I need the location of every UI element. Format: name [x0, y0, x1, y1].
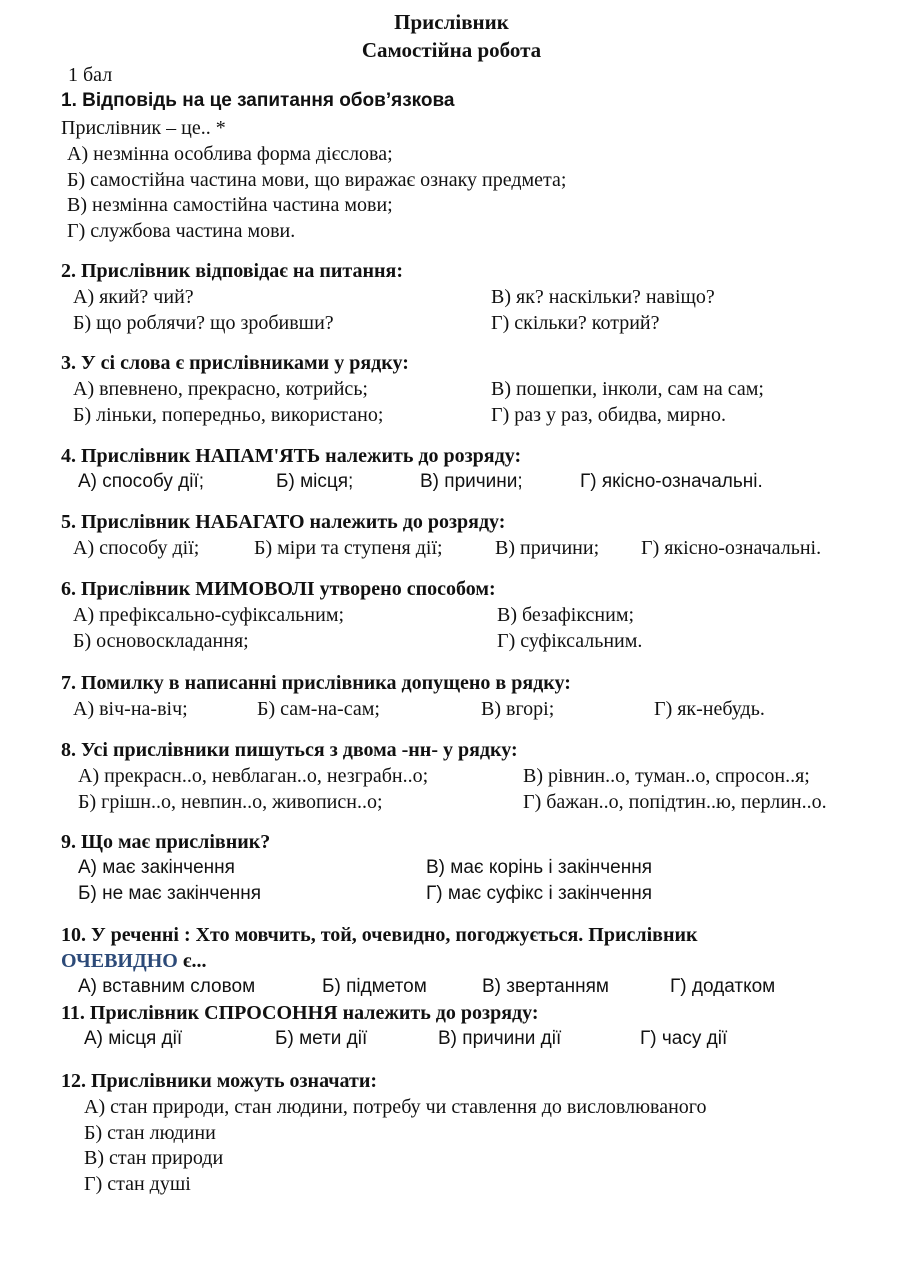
question-11-option-b[interactable]: Б) мети дії [275, 1028, 368, 1049]
question-6-option-d[interactable]: Г) суфіксальним. [497, 630, 643, 652]
question-4-option-b[interactable]: Б) місця; [276, 471, 354, 492]
question-12-option-a[interactable]: А) стан природи, стан людини, потребу чи ставлення до висловлюваного [84, 1096, 707, 1118]
question-12-option-d[interactable]: Г) стан душі [84, 1173, 191, 1195]
question-8-heading: 8. Усі прислівники пишуться з двома -нн- у рядку: [61, 739, 518, 761]
question-11-heading: 11. Прислівник СПРОСОННЯ належить до розряду: [61, 1002, 539, 1024]
question-4-heading: 4. Прислівник НАПАМ'ЯТЬ належить до розряду: [61, 445, 522, 467]
question-1-heading: 1. Відповідь на це запитання обов’язкова [61, 90, 455, 111]
question-10-heading-end: є... [177, 950, 207, 972]
page-subtitle: Самостійна робота [361, 38, 542, 62]
question-10-option-d[interactable]: Г) додатком [670, 976, 776, 997]
points-label: 1 бал [68, 64, 113, 86]
question-3-option-d[interactable]: Г) раз у раз, обидва, мирно. [491, 404, 726, 426]
question-9-option-a[interactable]: А) має закінчення [78, 857, 235, 878]
question-1-option-c[interactable]: В) незмінна самостійна частина мови; [67, 194, 393, 216]
question-9-option-b[interactable]: Б) не має закінчення [78, 883, 262, 904]
question-1-prompt: Прислівник – це.. * [61, 117, 226, 139]
question-10-highlight-word: ОЧЕВИДНО [61, 950, 178, 972]
question-1-option-a[interactable]: А) незмінна особлива форма дієслова; [67, 143, 393, 165]
question-3-option-b[interactable]: Б) ліньки, попередньо, використано; [73, 404, 384, 426]
question-3-option-c[interactable]: В) пошепки, інколи, сам на сам; [491, 378, 764, 400]
question-5-heading: 5. Прислівник НАБАГАТО належить до розряду: [61, 511, 506, 533]
question-11-option-a[interactable]: А) місця дії [84, 1028, 183, 1049]
question-7-option-a[interactable]: А) віч-на-віч; [73, 698, 188, 720]
question-9-option-d[interactable]: Г) має суфікс і закінчення [426, 883, 652, 904]
question-9-option-c[interactable]: В) має корінь і закінчення [426, 857, 652, 878]
question-7-option-b[interactable]: Б) сам-на-сам; [257, 698, 380, 720]
question-11-option-c[interactable]: В) причини дії [438, 1028, 562, 1049]
question-1-option-d[interactable]: Г) службова частина мови. [67, 220, 296, 242]
question-10-heading: 10. У реченні : Хто мовчить, той, очевидно, погоджується. Прислівник [61, 924, 698, 946]
question-10-heading-line-2 [61, 948, 207, 974]
question-10-option-a[interactable]: А) вставним словом [78, 976, 256, 997]
page-title: Прислівник [394, 10, 509, 34]
question-2-option-a[interactable]: А) який? чий? [73, 286, 194, 308]
question-4-option-d[interactable]: Г) якісно-означальні. [580, 471, 763, 492]
question-6-option-b[interactable]: Б) основоскладання; [73, 630, 249, 652]
question-7-option-c[interactable]: В) вгорі; [481, 698, 555, 720]
question-6-option-a[interactable]: А) префіксально-суфіксальним; [73, 604, 345, 626]
question-2-option-d[interactable]: Г) скільки? котрий? [491, 312, 660, 334]
question-4-option-c[interactable]: В) причини; [420, 471, 523, 492]
question-3-option-a[interactable]: А) впевнено, прекрасно, котрийсь; [73, 378, 368, 400]
question-12-heading: 12. Прислівники можуть означати: [61, 1070, 378, 1092]
question-5-option-b[interactable]: Б) міри та ступеня дії; [254, 537, 443, 559]
question-1-option-b[interactable]: Б) самостійна частина мови, що виражає ознаку предмета; [67, 169, 567, 191]
question-2-option-c[interactable]: В) як? наскільки? навіщо? [491, 286, 715, 308]
question-8-option-c[interactable]: В) рівнин..о, туман..о, спросон..я; [523, 765, 810, 787]
question-8-option-a[interactable]: А) прекрасн..о, невблаган..о, незграбн..о; [78, 765, 429, 787]
question-5-option-d[interactable]: Г) якісно-означальні. [641, 537, 822, 559]
question-6-option-c[interactable]: В) безафіксним; [497, 604, 635, 626]
question-5-option-a[interactable]: А) способу дії; [73, 537, 200, 559]
question-7-option-d[interactable]: Г) як-небудь. [654, 698, 765, 720]
question-5-option-c[interactable]: В) причини; [495, 537, 600, 559]
question-10-option-b[interactable]: Б) підметом [322, 976, 427, 997]
question-9-heading: 9. Що має прислівник? [61, 831, 271, 853]
question-2-option-b[interactable]: Б) що роблячи? що зробивши? [73, 312, 334, 334]
question-7-heading: 7. Помилку в написанні прислівника допущено в рядку: [61, 672, 571, 694]
question-3-heading: 3. У сі слова є прислівниками у рядку: [61, 352, 409, 374]
question-4-option-a[interactable]: А) способу дії; [78, 471, 205, 492]
question-12-option-c[interactable]: В) стан природи [84, 1147, 224, 1169]
question-11-option-d[interactable]: Г) часу дії [640, 1028, 728, 1049]
question-2-heading: 2. Прислівник відповідає на питання: [61, 260, 404, 282]
question-8-option-b[interactable]: Б) грішн..о, невпин..о, живописн..о; [78, 791, 383, 813]
question-6-heading: 6. Прислівник МИМОВОЛІ утворено способом: [61, 578, 496, 600]
question-12-option-b[interactable]: Б) стан людини [84, 1122, 216, 1144]
question-8-option-d[interactable]: Г) бажан..о, попідтин..ю, перлин..о. [523, 791, 827, 813]
question-10-option-c[interactable]: В) звертанням [482, 976, 609, 997]
